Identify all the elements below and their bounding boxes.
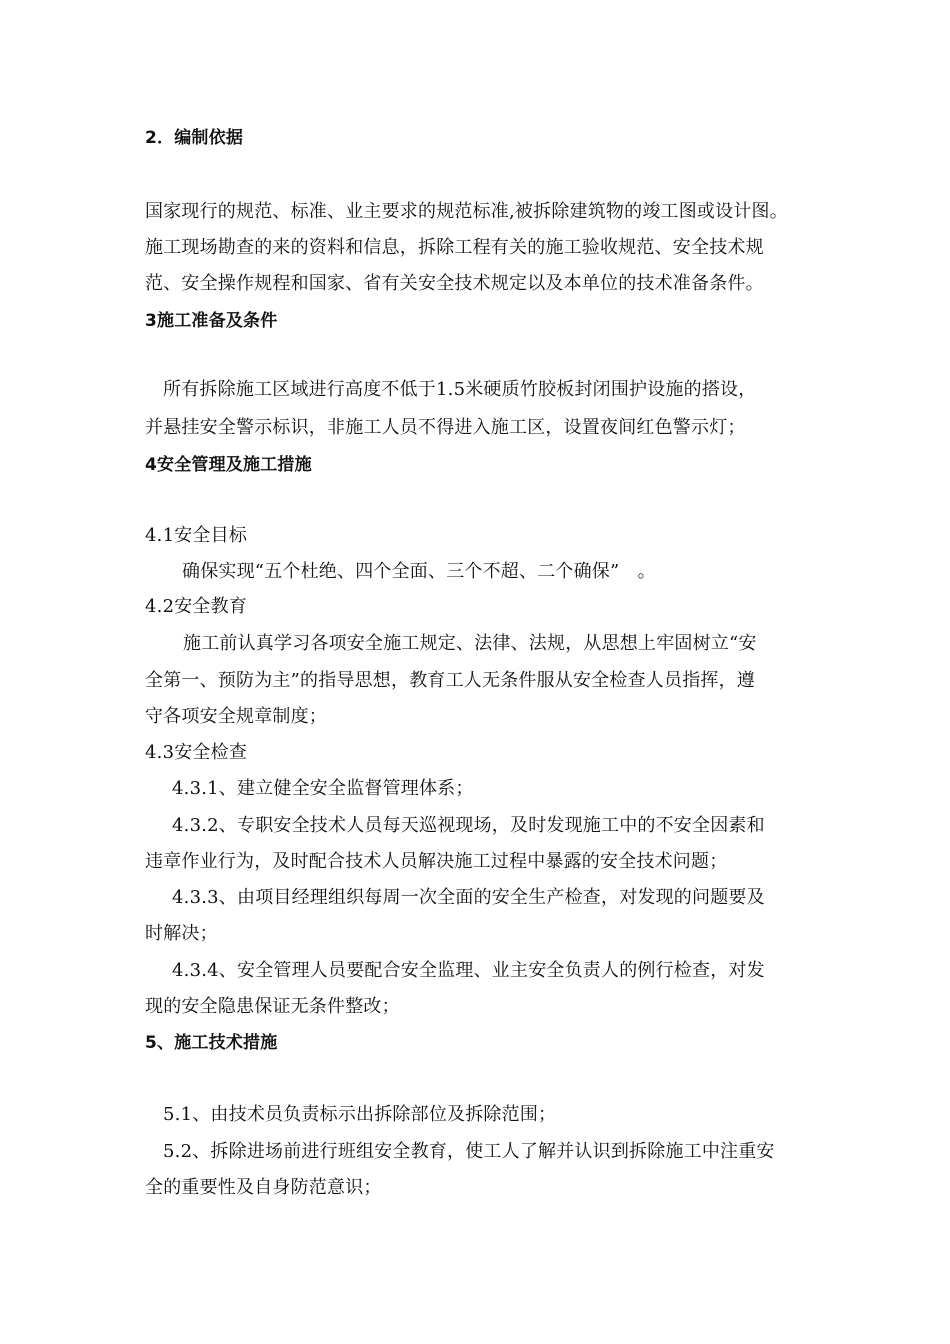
paragraph-line: 施工现场勘查的来的资料和信息，拆除工程有关的施工验收规范、安全技术规	[145, 237, 764, 258]
list-item-line: 现的安全隐患保证无条件整改；	[145, 996, 400, 1017]
list-item-line: 4.3.4、安全管理人员要配合安全监理、业主安全负责人的例行检查，对发	[172, 960, 765, 981]
paragraph-line: 并悬挂安全警示标识，非施工人员不得进入施工区，设置夜间红色警示灯；	[145, 417, 746, 438]
list-item-line: 时解决；	[145, 923, 218, 944]
list-item-line: 5.1、由技术员负责标示出拆除部位及拆除范围；	[163, 1104, 557, 1125]
paragraph-line: 全第一、预防为主”的指导思想，教育工人无条件服从安全检查人员指挥，遵	[145, 670, 755, 691]
list-item-line: 4.3.2、专职安全技术人员每天巡视现场，及时发现施工中的不安全因素和	[172, 815, 765, 836]
list-item-line: 5.2、拆除进场前进行班组安全教育，使工人了解并认识到拆除施工中注重安	[163, 1141, 775, 1162]
subsection-title-4-2: 4.2安全教育	[145, 596, 248, 617]
paragraph-line: 守各项安全规章制度；	[145, 706, 327, 727]
paragraph-line: 所有拆除施工区域进行高度不低于1.5米硬质竹胶板封闭围护设施的搭设，	[163, 379, 757, 400]
paragraph-line: 施工前认真学习各项安全施工规定、法律、法规，从思想上牢固树立“安	[183, 633, 757, 654]
paragraph-line: 确保实现“五个杜绝、四个全面、三个不超、二个确保” 。	[182, 561, 656, 582]
section-heading-4: 4安全管理及施工措施	[145, 455, 312, 475]
list-item-line: 违章作业行为，及时配合技术人员解决施工过程中暴露的安全技术问题；	[145, 851, 728, 872]
list-item-line: 4.3.3、由项目经理组织每周一次全面的安全生产检查，对发现的问题要及	[172, 887, 765, 908]
section-heading-3: 3施工准备及条件	[145, 311, 278, 331]
subsection-title-4-1: 4.1安全目标	[145, 525, 248, 546]
section-heading-5: 5、施工技术措施	[145, 1033, 278, 1053]
subsection-title-4-3: 4.3安全检查	[145, 742, 248, 763]
list-item-line: 4.3.1、建立健全安全监督管理体系；	[172, 778, 474, 799]
paragraph-line: 范、安全操作规程和国家、省有关安全技术规定以及本单位的技术准备条件。	[145, 273, 764, 294]
paragraph-line: 国家现行的规范、标准、业主要求的规范标准,被拆除建筑物的竣工图或设计图。	[145, 201, 788, 222]
list-item-line: 全的重要性及自身防范意识；	[145, 1177, 382, 1198]
section-heading-2: 2．编制依据	[145, 128, 244, 148]
